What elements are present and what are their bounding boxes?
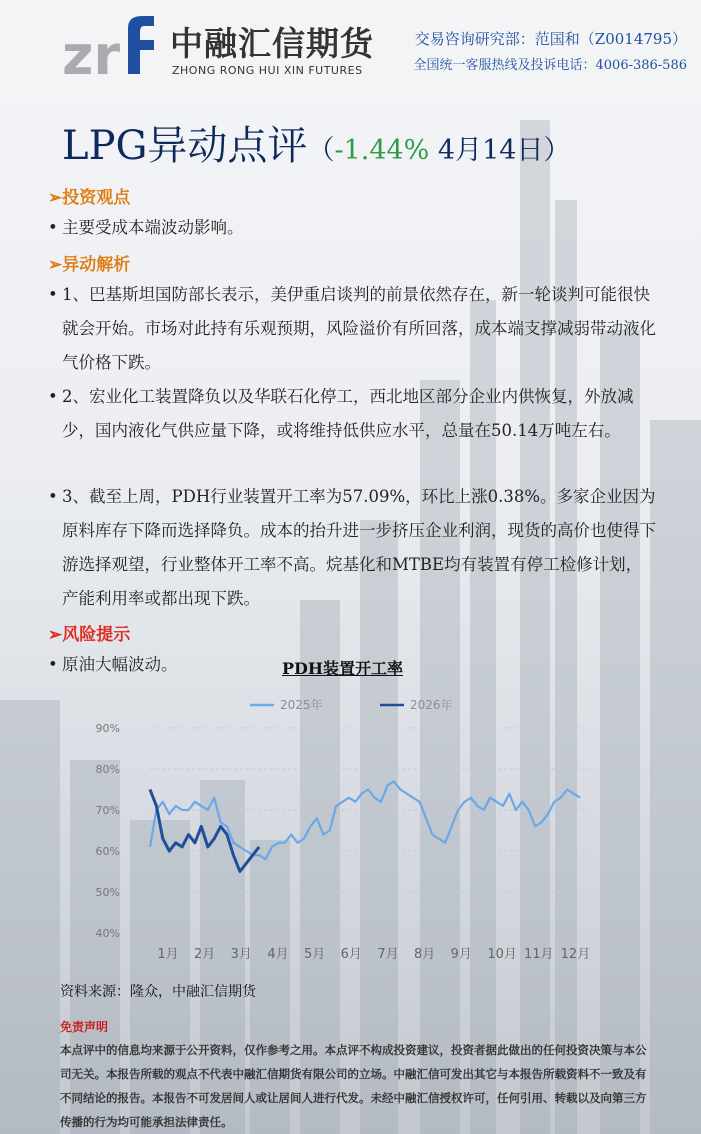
- x-tick-label: 5月: [304, 947, 326, 962]
- series-line-0: [150, 781, 580, 859]
- bullet-dot: •: [48, 285, 58, 304]
- svg-text:zr: zr: [62, 24, 121, 80]
- disclaimer-title: 免责声明: [60, 1020, 109, 1034]
- y-tick-label: 80%: [95, 763, 120, 776]
- x-tick-label: 10月: [487, 947, 517, 962]
- company-name-cn: 中融汇信期货: [170, 24, 374, 63]
- price-change: -1.44%: [334, 135, 430, 166]
- x-tick-label: 12月: [560, 947, 591, 962]
- section-investment-view: ➢投资观点: [48, 188, 131, 208]
- legend-label-1: 2026年: [410, 698, 453, 712]
- title-paren-close: ）: [543, 135, 571, 166]
- bullet-analysis-1: [48, 278, 658, 380]
- title-date: 4月14日: [429, 135, 544, 166]
- title-main: LPG异动点评: [62, 123, 308, 169]
- risk-text: 原油大幅波动。: [62, 655, 178, 674]
- x-tick-label: 7月: [377, 947, 399, 962]
- bullet-dot: •: [48, 387, 58, 406]
- bullet-analysis-2: [48, 380, 658, 448]
- analysis-3-text: 3、截至上周，PDH行业装置开工率为57.09%，环比上涨0.38%。多家企业因为原料库存下降而选择降负。成本的抬升进一步挤压企业利润，现货的高价也使得下游选择观望，行业整体开工率不高。烷基化和MTBE均有装置有停工检修计划，产能利用率或都出现下跌。: [62, 487, 656, 608]
- x-tick-label: 6月: [340, 947, 362, 962]
- x-tick-label: 1月: [157, 947, 179, 962]
- x-tick-label: 11月: [524, 947, 554, 962]
- y-tick-label: 60%: [95, 845, 120, 858]
- page-title: [62, 114, 570, 171]
- bullet-dot: •: [48, 487, 58, 506]
- analysis-1-text: 1、巴基斯坦国防部长表示，美伊重启谈判的前景依然存在，新一轮谈判可能很快就会开始。市场对此持有乐观预期，风险溢价有所回落，成本端支撑减弱带动液化气价格下跌。: [62, 285, 656, 372]
- x-tick-label: 2月: [194, 947, 216, 962]
- section-analysis: ➢异动解析: [48, 255, 131, 275]
- bullet-analysis-3: [48, 480, 658, 616]
- pdh-utilization-chart: [90, 688, 620, 978]
- bullet-investment-view: [48, 211, 658, 245]
- data-source: 资料来源：隆众，中融汇信期货: [60, 984, 256, 1000]
- research-contact: 交易咨询研究部：范国和（Z0014795）: [414, 30, 687, 48]
- x-tick-label: 9月: [450, 947, 472, 962]
- section-risk: ➢风险提示: [48, 625, 131, 645]
- y-tick-label: 50%: [95, 886, 120, 899]
- title-paren-open: （: [307, 135, 335, 166]
- x-tick-label: 4月: [267, 947, 289, 962]
- logo-mark-icon: [62, 14, 162, 80]
- bullet-dot: •: [48, 655, 58, 674]
- bullet-risk: [48, 648, 268, 682]
- hotline-contact: 全国统一客服热线及投诉电话：4006-386-586: [413, 58, 687, 73]
- y-tick-label: 70%: [95, 804, 120, 817]
- legend-label-0: 2025年: [280, 698, 323, 712]
- header: [0, 0, 701, 100]
- series-line-1: [150, 790, 259, 872]
- y-tick-label: 40%: [95, 927, 120, 940]
- company-name-en: ZHONG RONG HUI XIN FUTURES: [172, 64, 363, 77]
- analysis-2-text: 2、宏业化工装置降负以及华联石化停工，西北地区部分企业内供恢复，外放减少，国内液化气供应量下降，或将维持低供应水平，总量在50.14万吨左右。: [62, 387, 634, 440]
- x-tick-label: 8月: [414, 947, 436, 962]
- chart-title: PDH装置开工率: [282, 659, 404, 678]
- y-tick-label: 90%: [95, 722, 120, 735]
- disclaimer-text: 本点评中的信息均来源于公开资料，仅作参考之用。本点评不构成投资建议，投资者据此做出的任何投资决策与本公司无关。本报告所载的观点不代表中融汇信期货有限公司的立场。中融汇信可发出其它与本报告所载资料不一致及有不同结论的报告。本报告不可发居间人或让居间人进行代发。未经中融汇信授权许可，任何引用、转载以及向第三方传播的行为均可能承担法律责任。: [60, 1043, 647, 1129]
- investment-view-text: 主要受成本端波动影响。: [62, 218, 244, 237]
- x-tick-label: 3月: [230, 947, 252, 962]
- bullet-dot: •: [48, 218, 58, 237]
